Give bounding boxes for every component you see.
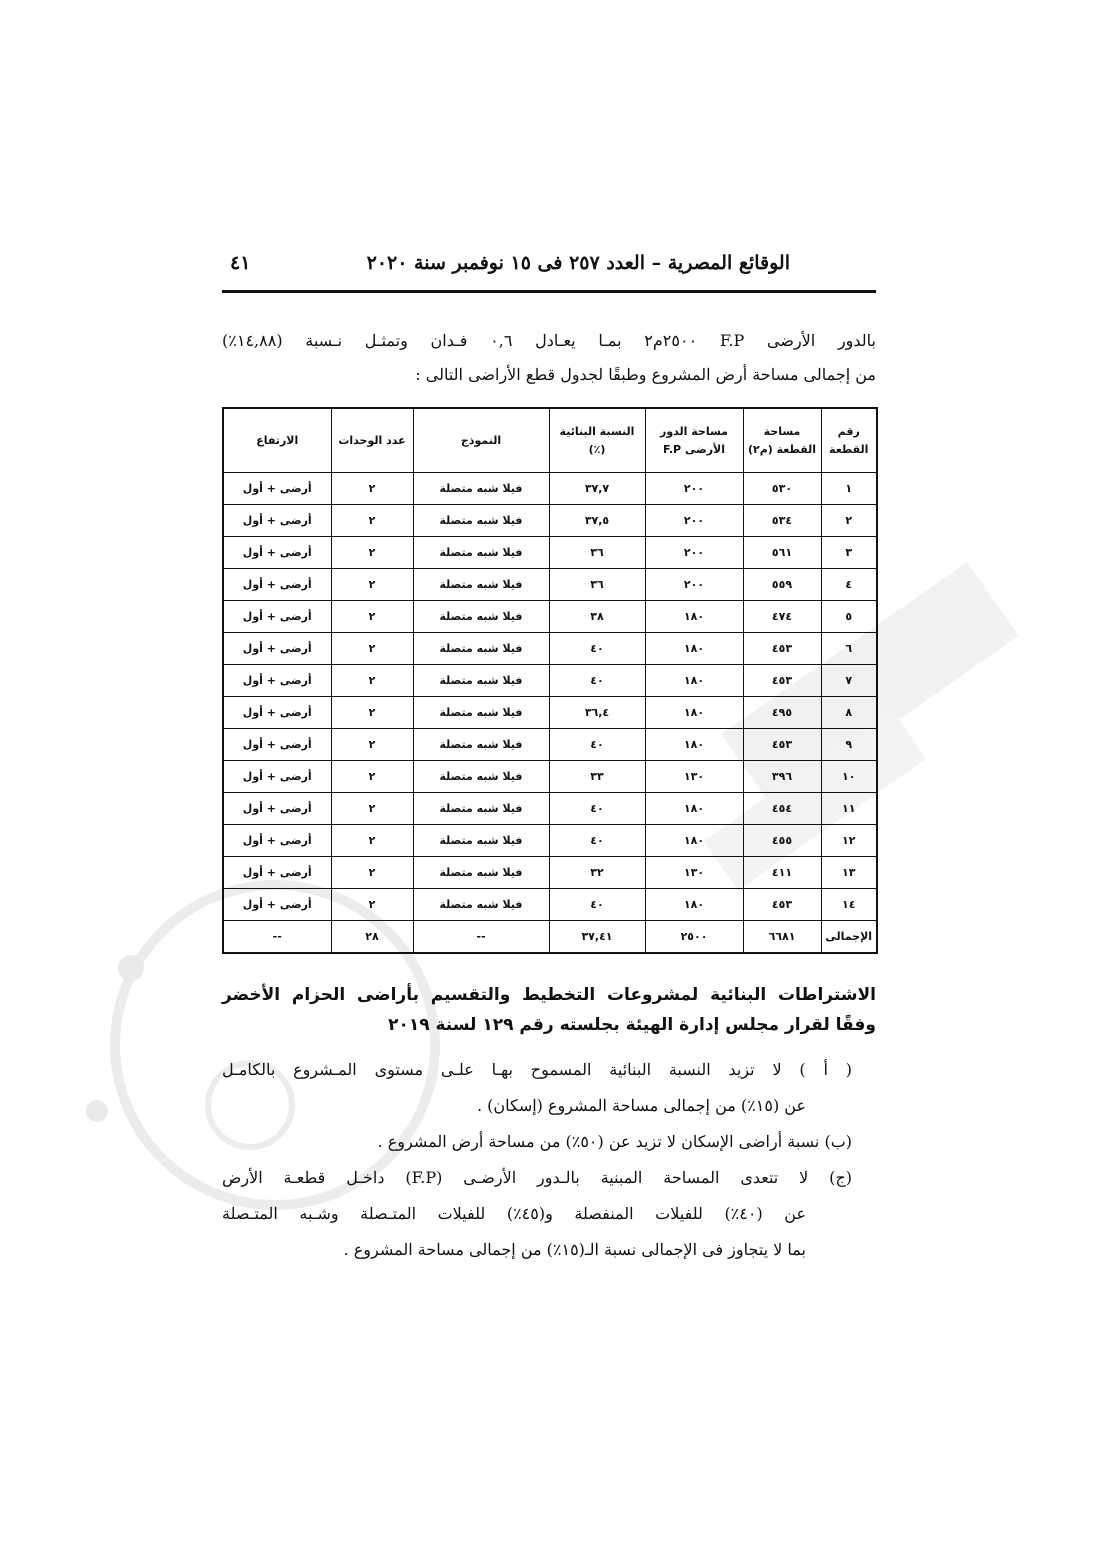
gazette-title: الوقائع المصرية – العدد ٢٥٧ فى ١٥ نوفمبر سنة ٢٠٢٠ xyxy=(366,252,790,274)
table-cell: فيلا شبه متصلة xyxy=(413,857,549,889)
table-cell: ٦ xyxy=(821,633,877,665)
table-cell: ٤٠ xyxy=(549,825,645,857)
intro-paragraph xyxy=(222,324,876,392)
table-cell: ٢ xyxy=(331,889,413,921)
table-cell: ٢ xyxy=(331,473,413,505)
table-cell: ٦٦٨١ xyxy=(743,921,821,954)
heading-line: الاشتراطات البنائية لمشروعات التخطيط والتقسيم بأراضى الحزام الأخضر xyxy=(222,985,876,1005)
heading-line: وفقًا لقرار مجلس إدارة الهيئة بجلسته رقم ١٢٩ لسنة ٢٠١٩ xyxy=(388,1015,876,1035)
table-row xyxy=(223,569,877,601)
table-cell: ٤٥٣ xyxy=(743,889,821,921)
table-cell: ١٨٠ xyxy=(645,889,743,921)
table-cell: أرضى + أول xyxy=(223,665,331,697)
table-cell: ٢ xyxy=(331,857,413,889)
table-cell: ٤٠ xyxy=(549,633,645,665)
table-cell: فيلا شبه متصلة xyxy=(413,569,549,601)
table-cell: ٣٢ xyxy=(549,857,645,889)
table-row xyxy=(223,825,877,857)
land-plots-table xyxy=(222,407,878,954)
table-cell: ٣٨ xyxy=(549,601,645,633)
table-cell: ٣٧,٤١ xyxy=(549,921,645,954)
table-cell: ١٣ xyxy=(821,857,877,889)
clause-c-continuation: عن (٤٠٪) للفيلات المنفصلة و(٤٥٪) للفيلات المتـصلة وشـبه المتـصلة xyxy=(222,1204,806,1223)
table-cell: ٥٣٤ xyxy=(743,505,821,537)
column-header: رقم القطعة xyxy=(821,408,877,473)
table-cell: أرضى + أول xyxy=(223,825,331,857)
table-cell: ٤٠ xyxy=(549,793,645,825)
table-cell: ١٢ xyxy=(821,825,877,857)
intro-line: بالدور الأرضى F.P ٢٥٠٠م٢ بمـا يعـادل ٠,٦ فـدان وتمثـل نـسبة (١٤,٨٨٪) xyxy=(222,331,876,350)
table-cell: فيلا شبه متصلة xyxy=(413,793,549,825)
table-cell: فيلا شبه متصلة xyxy=(413,473,549,505)
table-cell: ٥٣٠ xyxy=(743,473,821,505)
table-cell: ٢٠٠ xyxy=(645,537,743,569)
table-cell: ١ xyxy=(821,473,877,505)
table-cell: أرضى + أول xyxy=(223,505,331,537)
table-cell: ٣٧,٥ xyxy=(549,505,645,537)
table-row xyxy=(223,761,877,793)
table-cell: ٢ xyxy=(331,569,413,601)
table-cell: ١٠ xyxy=(821,761,877,793)
table-cell: ٤٧٤ xyxy=(743,601,821,633)
table-cell: ٢ xyxy=(331,633,413,665)
table-cell: ٥٦١ xyxy=(743,537,821,569)
table-cell: ٤٠ xyxy=(549,889,645,921)
clause-a: ( أ ) لا تزيد النسبة البنائية المسموح بهـا علـى مستوى المـشروع بالكامـل xyxy=(222,1060,852,1079)
table-cell: ٢٠٠ xyxy=(645,473,743,505)
table-cell: ٢ xyxy=(331,793,413,825)
table-cell: أرضى + أول xyxy=(223,697,331,729)
table-cell: ١٨٠ xyxy=(645,665,743,697)
column-header: النموذج xyxy=(413,408,549,473)
table-cell: ١٨٠ xyxy=(645,825,743,857)
page-header xyxy=(222,246,876,293)
table-cell: ٣٦ xyxy=(549,537,645,569)
table-row xyxy=(223,697,877,729)
table-row xyxy=(223,665,877,697)
table-cell: ٧ xyxy=(821,665,877,697)
table-cell: ٢ xyxy=(331,825,413,857)
table-row xyxy=(223,601,877,633)
table-cell: ٢ xyxy=(331,697,413,729)
clause-b: (ب) نسبة أراضى الإسكان لا تزيد عن (٥٠٪) من مساحة أرض المشروع . xyxy=(377,1132,852,1151)
table-cell: ١١ xyxy=(821,793,877,825)
table-cell: ٥٥٩ xyxy=(743,569,821,601)
table-cell: أرضى + أول xyxy=(223,473,331,505)
table-cell: ٣ xyxy=(821,537,877,569)
column-header: عدد الوحدات xyxy=(331,408,413,473)
table-cell: فيلا شبه متصلة xyxy=(413,633,549,665)
table-cell: أرضى + أول xyxy=(223,537,331,569)
table-cell: أرضى + أول xyxy=(223,633,331,665)
table-total-row xyxy=(223,921,877,954)
table-cell: ١٨٠ xyxy=(645,633,743,665)
table-cell: فيلا شبه متصلة xyxy=(413,761,549,793)
column-header: النسبة البنائية (٪) xyxy=(549,408,645,473)
table-row xyxy=(223,505,877,537)
table-cell: ١٨٠ xyxy=(645,793,743,825)
table-cell: فيلا شبه متصلة xyxy=(413,601,549,633)
table-cell: ٤٠ xyxy=(549,729,645,761)
table-row xyxy=(223,889,877,921)
table-cell: ٣٦,٤ xyxy=(549,697,645,729)
table-cell: أرضى + أول xyxy=(223,857,331,889)
column-header: مساحة القطعة (م٢) xyxy=(743,408,821,473)
table-cell: أرضى + أول xyxy=(223,729,331,761)
column-header: مساحة الدور الأرضى F.P xyxy=(645,408,743,473)
table-cell: فيلا شبه متصلة xyxy=(413,825,549,857)
table-row xyxy=(223,793,877,825)
section-heading xyxy=(222,980,876,1040)
table-cell: ٢٠٠ xyxy=(645,569,743,601)
clause-a-continuation: عن (١٥٪) من إجمالى مساحة المشروع (إسكان) . xyxy=(476,1096,806,1115)
table-cell: فيلا شبه متصلة xyxy=(413,729,549,761)
table-cell: فيلا شبه متصلة xyxy=(413,697,549,729)
table-row xyxy=(223,473,877,505)
table-cell: فيلا شبه متصلة xyxy=(413,537,549,569)
table-cell: ٤ xyxy=(821,569,877,601)
table-cell: ١٤ xyxy=(821,889,877,921)
table-cell: ٤١١ xyxy=(743,857,821,889)
table-row xyxy=(223,857,877,889)
table-cell: ٤٥٣ xyxy=(743,729,821,761)
table-cell: الإجمالى xyxy=(821,921,877,954)
table-cell: أرضى + أول xyxy=(223,889,331,921)
table-cell: ٤٥٤ xyxy=(743,793,821,825)
table-cell: فيلا شبه متصلة xyxy=(413,505,549,537)
table-cell: ٢ xyxy=(331,601,413,633)
table-cell: ٢ xyxy=(331,505,413,537)
table-cell: فيلا شبه متصلة xyxy=(413,889,549,921)
table-cell: ٢٨ xyxy=(331,921,413,954)
table-cell: ٥ xyxy=(821,601,877,633)
table-cell: ١٨٠ xyxy=(645,729,743,761)
table-cell: ٣٩٦ xyxy=(743,761,821,793)
table-cell: ٢ xyxy=(331,665,413,697)
table-cell: ٢ xyxy=(821,505,877,537)
table-cell: ٨ xyxy=(821,697,877,729)
table-row xyxy=(223,633,877,665)
clauses-list xyxy=(222,1052,852,1268)
table-cell: -- xyxy=(413,921,549,954)
table-cell: ٢ xyxy=(331,729,413,761)
table-cell: ١٣٠ xyxy=(645,761,743,793)
table-cell: ١٨٠ xyxy=(645,697,743,729)
table-cell: ٣٣ xyxy=(549,761,645,793)
clause-c: (ج) لا تتعدى المساحة المبنية بالـدور الأرضـى (F.P) داخـل قطعـة الأرض xyxy=(222,1168,852,1187)
column-header: الارتفاع xyxy=(223,408,331,473)
table-cell: ١٨٠ xyxy=(645,601,743,633)
table-header-row xyxy=(223,408,877,473)
page-number: ٤١ xyxy=(230,252,251,274)
watermark-dot xyxy=(86,1100,108,1122)
table-cell: ٤٠ xyxy=(549,665,645,697)
clause-c-continuation: بما لا يتجاوز فى الإجمالى نسبة الـ(١٥٪) من إجمالى مساحة المشروع . xyxy=(343,1240,806,1259)
table-cell: -- xyxy=(223,921,331,954)
table-cell: ٢٠٠ xyxy=(645,505,743,537)
table-row xyxy=(223,537,877,569)
table-cell: ٣٦ xyxy=(549,569,645,601)
table-row xyxy=(223,729,877,761)
table-cell: ٣٧,٧ xyxy=(549,473,645,505)
table-cell: أرضى + أول xyxy=(223,793,331,825)
table-cell: ٤٥٥ xyxy=(743,825,821,857)
table-cell: فيلا شبه متصلة xyxy=(413,665,549,697)
table-cell: ٢٥٠٠ xyxy=(645,921,743,954)
table-cell: أرضى + أول xyxy=(223,601,331,633)
intro-line: من إجمالى مساحة أرض المشروع وطبقًا لجدول قطع الأراضى التالى : xyxy=(415,365,876,384)
table-cell: ١٣٠ xyxy=(645,857,743,889)
table-cell: ٤٩٥ xyxy=(743,697,821,729)
table-cell: ٤٥٣ xyxy=(743,665,821,697)
table-cell: ٤٥٣ xyxy=(743,633,821,665)
table-cell: ٢ xyxy=(331,761,413,793)
watermark-dot xyxy=(118,955,144,981)
table-cell: أرضى + أول xyxy=(223,761,331,793)
table-cell: ٩ xyxy=(821,729,877,761)
table-cell: أرضى + أول xyxy=(223,569,331,601)
table-cell: ٢ xyxy=(331,537,413,569)
